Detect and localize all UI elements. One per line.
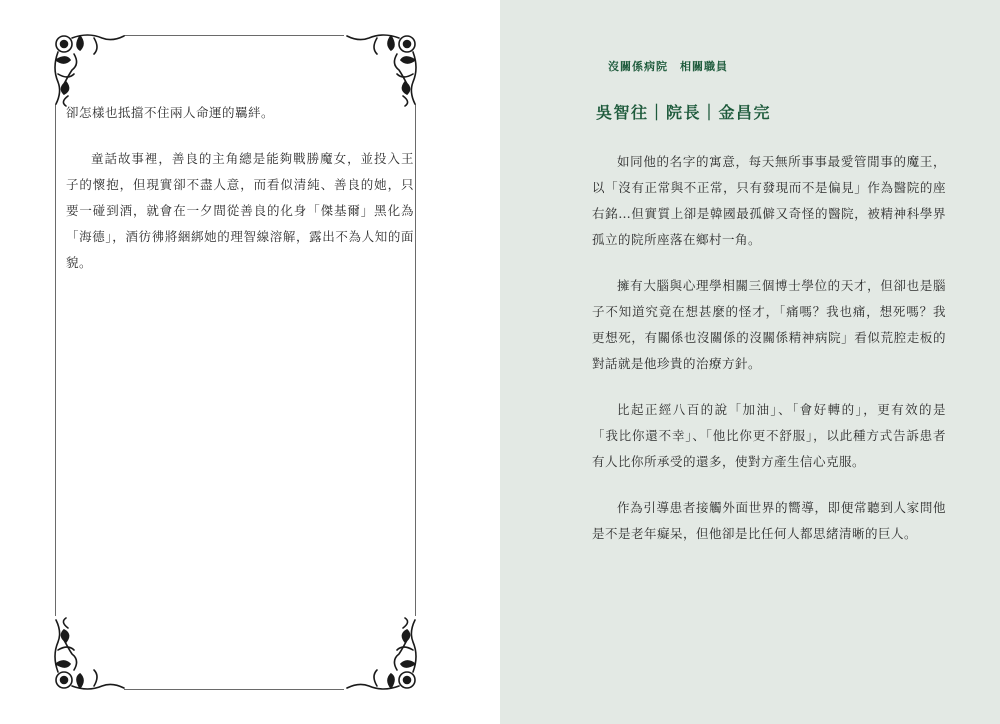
corner-ornament-bottom-right-icon — [341, 614, 421, 694]
right-paragraph-1: 如同他的名字的寓意，每天無所事事最愛管閒事的魔王，以「沒有正常與不正常，只有發現而不是偏見」作為醫院的座右銘…但實質上卻是韓國最孤僻又奇怪的醫院，被精神科學界孤立的院所座落在鄉村一角。 — [592, 154, 946, 247]
corner-ornament-bottom-left-icon — [50, 614, 130, 694]
right-content — [592, 58, 946, 567]
left-paragraph-1: 卻怎樣也抵擋不住兩人命運的羈絆。 — [66, 105, 275, 120]
right-body-text — [592, 149, 946, 547]
corner-ornament-top-left-icon — [50, 30, 130, 110]
frame-right-line — [415, 104, 416, 616]
section-label: 沒關係病院 相關職員 — [608, 60, 728, 73]
frame-left-line — [55, 104, 56, 616]
left-paragraph-2: 童話故事裡，善良的主角總是能夠戰勝魔女，並投入王子的懷抱，但現實卻不盡人意，而看似清純、善良的她，只要一碰到酒，就會在一夕間從善良的化身「傑基爾」黑化為「海德」，酒彷彿將綑綁她的理智線溶解，露出不為人知的面貌。 — [66, 151, 414, 270]
frame-bottom-line — [124, 689, 344, 690]
character-title: 吳智往｜院長｜金昌完 — [596, 103, 772, 122]
right-paragraph-4: 作為引導患者接觸外面世界的嚮導，即便常聽到人家問他是不是老年癡呆，但他卻是比任何人都思緒清晰的巨人。 — [592, 500, 946, 541]
right-paragraph-2: 擁有大腦與心理學相關三個博士學位的天才，但卻也是腦子不知道究竟在想甚麼的怪才，「痛嗎？我也痛，想死嗎？我更想死，有關係也沒關係的沒關係精神病院」看似荒腔走板的對話就是他珍貴的治療方針。 — [592, 278, 946, 371]
corner-ornament-top-right-icon — [341, 30, 421, 110]
frame-top-line — [124, 35, 344, 36]
right-paragraph-3: 比起正經八百的說「加油」、「會好轉的」，更有效的是「我比你還不幸」、「他比你更不舒服」，以此種方式告訴患者有人比你所承受的還多，使對方產生信心克服。 — [592, 402, 946, 469]
left-body-text — [66, 100, 414, 296]
